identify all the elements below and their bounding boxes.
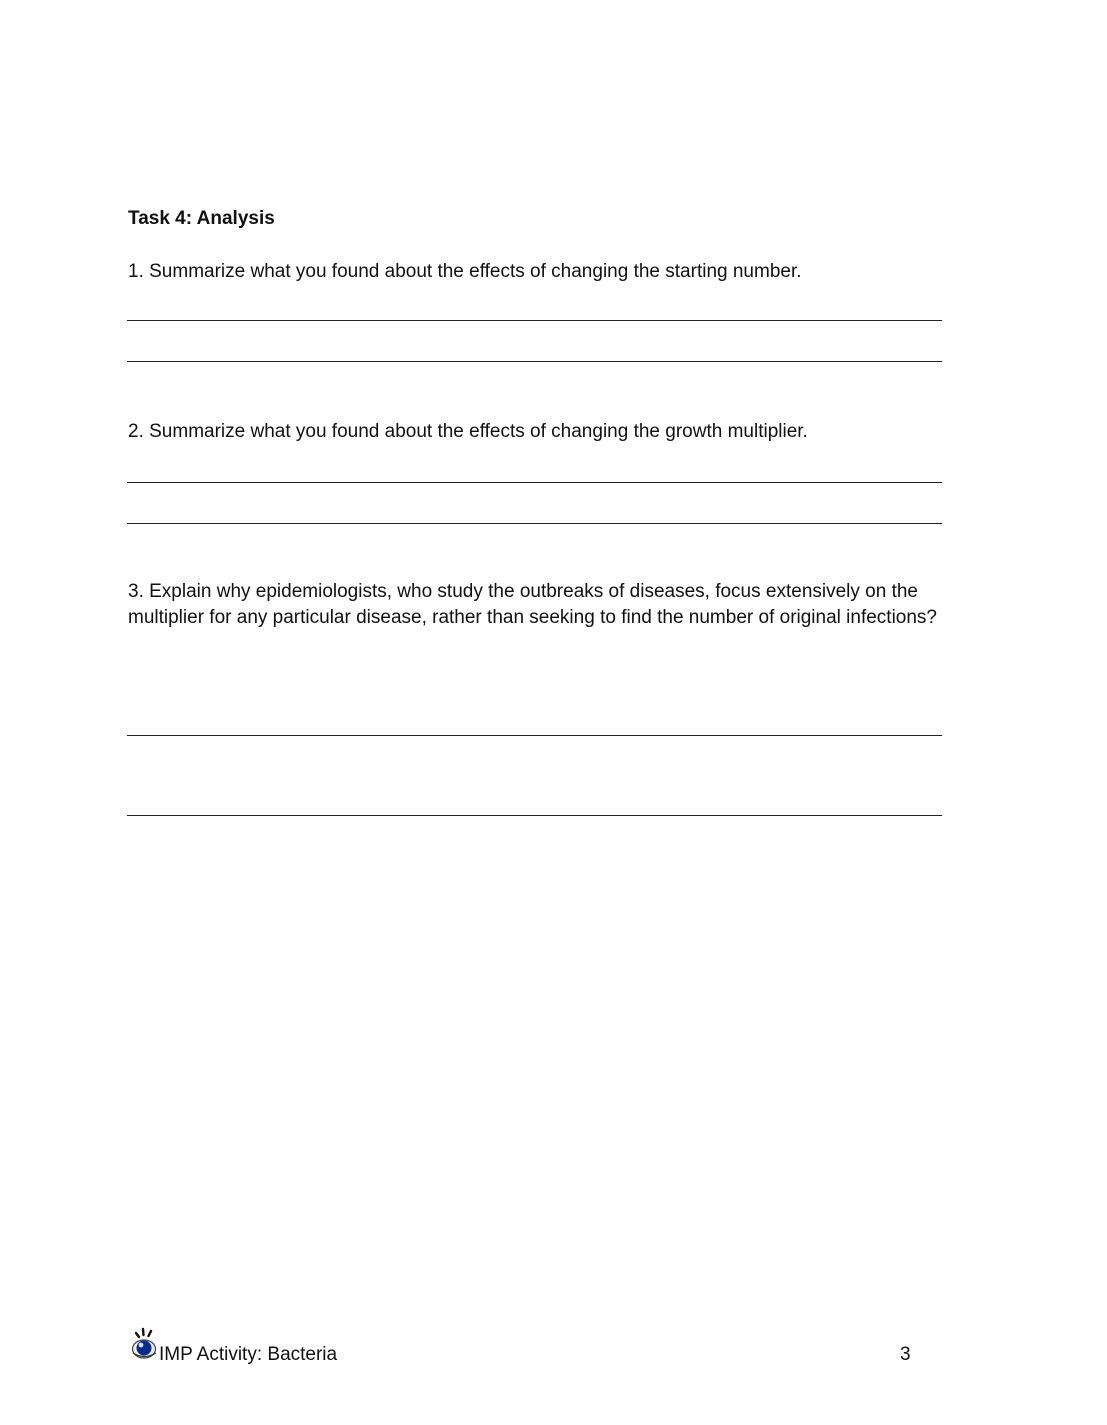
answer-line-3b: [127, 815, 942, 816]
answer-line-3a: [127, 735, 942, 736]
answer-line-2b: [127, 523, 942, 524]
task-heading: Task 4: Analysis: [128, 208, 275, 229]
footer-label: IMP Activity: Bacteria: [159, 1344, 338, 1365]
answer-line-2a: [127, 482, 942, 483]
page-number: 3: [900, 1344, 911, 1365]
eye-logo-icon: [130, 1327, 160, 1361]
question-2-text: 2. Summarize what you found about the effects of changing the growth multiplier.: [128, 421, 808, 442]
answer-line-1a: [127, 320, 942, 321]
question-3-text: 3. Explain why epidemiologists, who study the outbreaks of diseases, focus extensively on the multiplier for any particular disease, rather than seeking to find the number of original infections?: [128, 581, 937, 628]
question-1-text: 1. Summarize what you found about the effects of changing the starting number.: [128, 261, 802, 282]
answer-line-1b: [127, 361, 942, 362]
